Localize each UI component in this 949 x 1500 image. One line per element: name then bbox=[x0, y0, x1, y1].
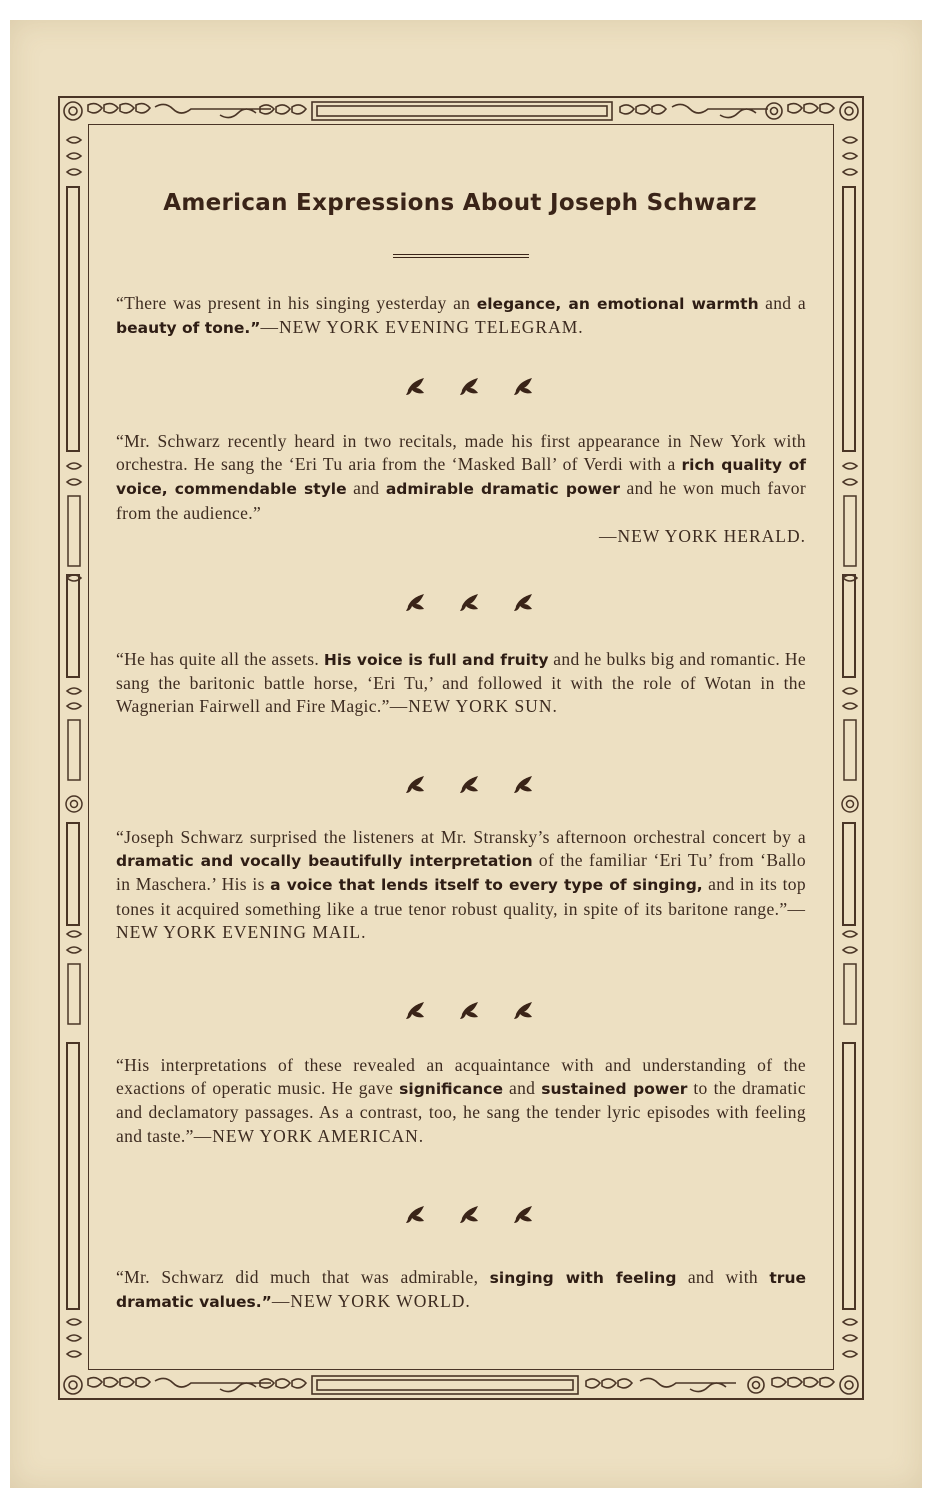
review-quote bbox=[116, 648, 806, 719]
quote-text: “There was present in his singing yesterday an bbox=[116, 293, 477, 313]
quote-text: “Mr. Schwarz did much that was admirable, bbox=[116, 1267, 490, 1287]
quote-source: —NEW YORK AMERICAN. bbox=[193, 1125, 425, 1146]
quote-emphasis: elegance, an emotional warmth bbox=[476, 295, 759, 313]
review-quote bbox=[116, 430, 806, 548]
quote-text: and bbox=[346, 478, 386, 499]
border-ornament-top bbox=[60, 98, 862, 124]
title-underline-rule bbox=[393, 254, 529, 258]
fleuron-icon bbox=[512, 772, 536, 794]
fleuron-icon bbox=[458, 1202, 482, 1224]
quote-emphasis: true dramatic values.” bbox=[116, 1269, 806, 1312]
quote-text: to the dramatic and declamatory passages. As a contrast, too, he sang the tender lyric episodes with feeling and taste.” bbox=[116, 1078, 806, 1146]
quote-text: “He has quite all the assets. bbox=[116, 649, 324, 669]
quote-text: “Mr. Schwarz recently heard in two recitals, made his first appearance in New York with orchestra. He sang the ‘Eri Tu aria from the ‘Masked Ball’ of Verdi with a bbox=[116, 431, 806, 475]
quote-text: and bbox=[503, 1078, 542, 1099]
quote-emphasis: significance bbox=[399, 1080, 504, 1099]
quote-text: of the familiar ‘Eri Tu’ from ‘Ballo in Maschera.’ His is bbox=[116, 850, 806, 895]
fleuron-separator bbox=[380, 1202, 560, 1226]
fleuron-icon bbox=[404, 1202, 428, 1224]
quote-text: and in its top tones it acquired something like a true tenor robust quality, in spite of its baritone range.” bbox=[116, 874, 807, 919]
fleuron-separator bbox=[380, 374, 560, 398]
fleuron-icon bbox=[404, 772, 428, 794]
fleuron-icon bbox=[458, 374, 482, 396]
quote-emphasis: sustained power bbox=[541, 1080, 688, 1099]
quote-text: and a bbox=[758, 293, 806, 313]
review-quote bbox=[116, 292, 806, 340]
quote-emphasis: His voice is full and fruity bbox=[323, 651, 549, 669]
quote-emphasis: dramatic and vocally beautifully interpretation bbox=[116, 852, 533, 871]
review-quote bbox=[116, 1266, 806, 1314]
quote-emphasis: admirable dramatic power bbox=[385, 480, 621, 499]
fleuron-icon bbox=[404, 998, 428, 1020]
quote-source: —NEW YORK EVENING TELEGRAM. bbox=[260, 317, 584, 338]
fleuron-separator bbox=[380, 772, 560, 796]
quote-emphasis: singing with feeling bbox=[489, 1269, 677, 1287]
review-quote bbox=[116, 826, 806, 944]
quote-emphasis: a voice that lends itself to every type of singing, bbox=[270, 876, 703, 895]
quote-text: “His interpretations of these revealed an acquaintance with and understanding of the exactions of operatic music. He gave bbox=[116, 1055, 806, 1099]
quote-text: and he won much favor from the audience.” bbox=[116, 478, 806, 523]
quote-text: “Joseph Schwarz surprised the listeners at Mr. Stransky’s afternoon orchestral concert by a bbox=[116, 827, 806, 847]
border-ornament-left bbox=[62, 126, 86, 1372]
quote-source: —NEW YORK SUN. bbox=[389, 696, 558, 717]
fleuron-icon bbox=[512, 590, 536, 612]
quote-text: and he bulks big and romantic. He sang the baritonic battle horse, ‘Eri Tu,’ and followed it with the role of Wotan in the Wagnerian Fairwell and Fire Magic.” bbox=[116, 649, 807, 717]
border-ornament-right bbox=[838, 126, 862, 1372]
fleuron-separator bbox=[380, 998, 560, 1022]
quote-source: —NEW YORK HERALD. bbox=[598, 525, 806, 546]
page-title: American Expressions About Joseph Schwarz bbox=[163, 190, 757, 216]
fleuron-icon bbox=[458, 590, 482, 612]
quote-emphasis: rich quality of voice, commendable style bbox=[116, 456, 806, 499]
quote-source: —NEW YORK WORLD. bbox=[271, 1291, 471, 1312]
fleuron-icon bbox=[512, 374, 536, 396]
fleuron-icon bbox=[458, 998, 482, 1020]
review-quote bbox=[116, 1054, 806, 1148]
fleuron-icon bbox=[458, 772, 482, 794]
fleuron-icon bbox=[512, 998, 536, 1020]
quote-emphasis: beauty of tone.” bbox=[116, 319, 261, 338]
fleuron-separator bbox=[380, 590, 560, 614]
fleuron-icon bbox=[404, 590, 428, 612]
quote-text: and with bbox=[676, 1267, 770, 1287]
fleuron-icon bbox=[512, 1202, 536, 1224]
border-ornament-bottom bbox=[60, 1372, 862, 1398]
quote-source: —NEW YORK EVENING MAIL. bbox=[116, 898, 806, 942]
fleuron-icon bbox=[404, 374, 428, 396]
